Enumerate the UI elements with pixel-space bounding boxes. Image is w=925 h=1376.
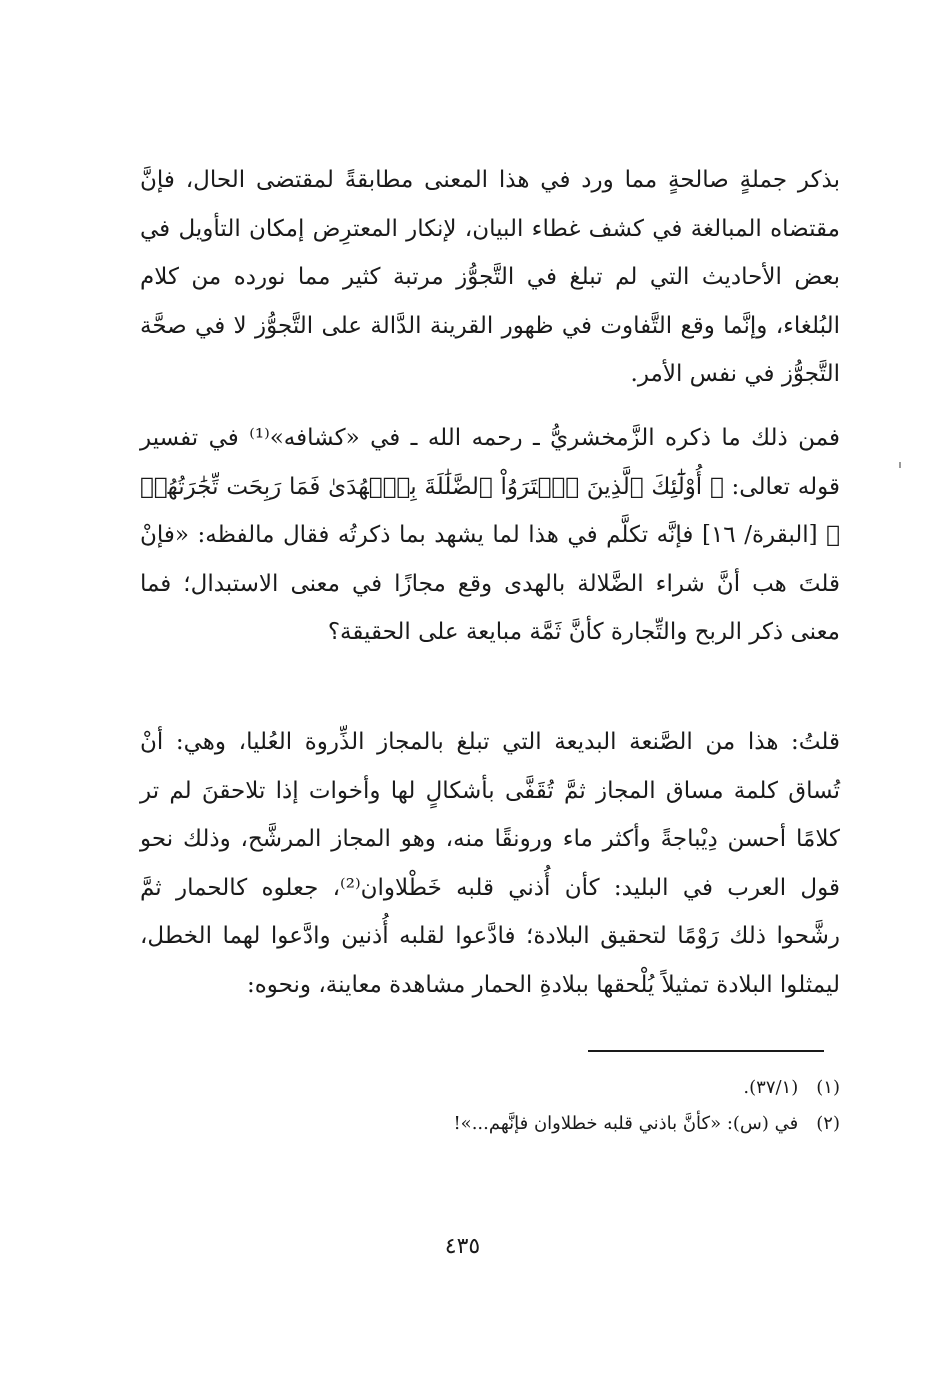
paragraph-3: قلتُ: هذا من الصَّنعة البديعة التي تبلغ بالمجاز الذِّروة العُليا، وهي: أنْ تُساق كلمة مساق المجاز ثمَّ تُقَفَّى بأشكالٍ لها وأخوات إذا تلاحقنَ لم تر كلامًا أحسن دِيْباجةً وأكثر ماء ورونقًا منه، وهو المجاز المرشَّح، وذلك نحو قول العرب في البليد: كأن أُذني قلبه خَطْلاوان⁽²⁾، جعلوه كالحمار ثمَّ رشَّحوا ذلك رَوْمًا لتحقيق البلادة؛ فادَّعوا لقلبه أُذنين وادَّعوا لهما الخطل، ليمثلوا البلادة تمثيلاً يُلْحقها ببلادةِ الحمار مشاهدة معاينة، ونحوه:	[140, 729, 840, 998]
footnote-1	[140, 1070, 840, 1106]
footnote-text: (٣٧/١).	[743, 1077, 799, 1098]
paragraph-1: بذكر جملةٍ صالحةٍ مما ورد في هذا المعنى مطابقةً لمقتضى الحال، فإنَّ مقتضاه المبالغة في كشف غطاء البيان، لإنكار المعترِض إمكان التأويل في بعض الأحاديث التي لم تبلغ في التَّجوُّز مرتبة كثير مما نورده من كلام البُلغاء، وإنَّما وقع التَّفاوت في ظهور القرينة الدَّالة على التَّجوُّز لا في صحَّة التَّجوُّز في نفس الأمر.	[140, 167, 840, 387]
scan-speck	[899, 462, 901, 468]
footnote-2	[140, 1106, 840, 1142]
paragraph-2: فمن ذلك ما ذكره الزَّمخشريُّ ـ رحمه الله ـ في «كشافه»⁽¹⁾ في تفسير قوله تعالى: ﴿ أُوْلَٰٓئِكَ ٱلَّذِينَ ٱشۡتَرَوُاْ ٱلضَّلَٰلَةَ بِٱلۡهُدَىٰ فَمَا رَبِحَت تِّجَٰرَتُهُمۡ ﴾ [البقرة/ ١٦] فإنَّه تكلَّم في هذا لما يشهد بما ذكرتُه فقال مالفظه: «فإنْ قلتَ هب أنَّ شراء الضَّلالة بالهدى وقع مجازًا في معنى الاستبدال؛ فما معنى ذكر الربح والتِّجارة كأنَّ ثَمَّة مبايعة على الحقيقة؟	[140, 425, 840, 645]
page-number: ٤٣٥	[444, 1234, 481, 1259]
footnote-text: في (س): «كأنَّ باذني قلبه خطلاوان فإنَّهم...»!	[453, 1113, 799, 1134]
footnote-number: (١)	[816, 1077, 840, 1098]
footnotes-section	[140, 1070, 840, 1142]
footnote-number: (٢)	[816, 1113, 840, 1134]
footnote-separator	[588, 1050, 824, 1052]
